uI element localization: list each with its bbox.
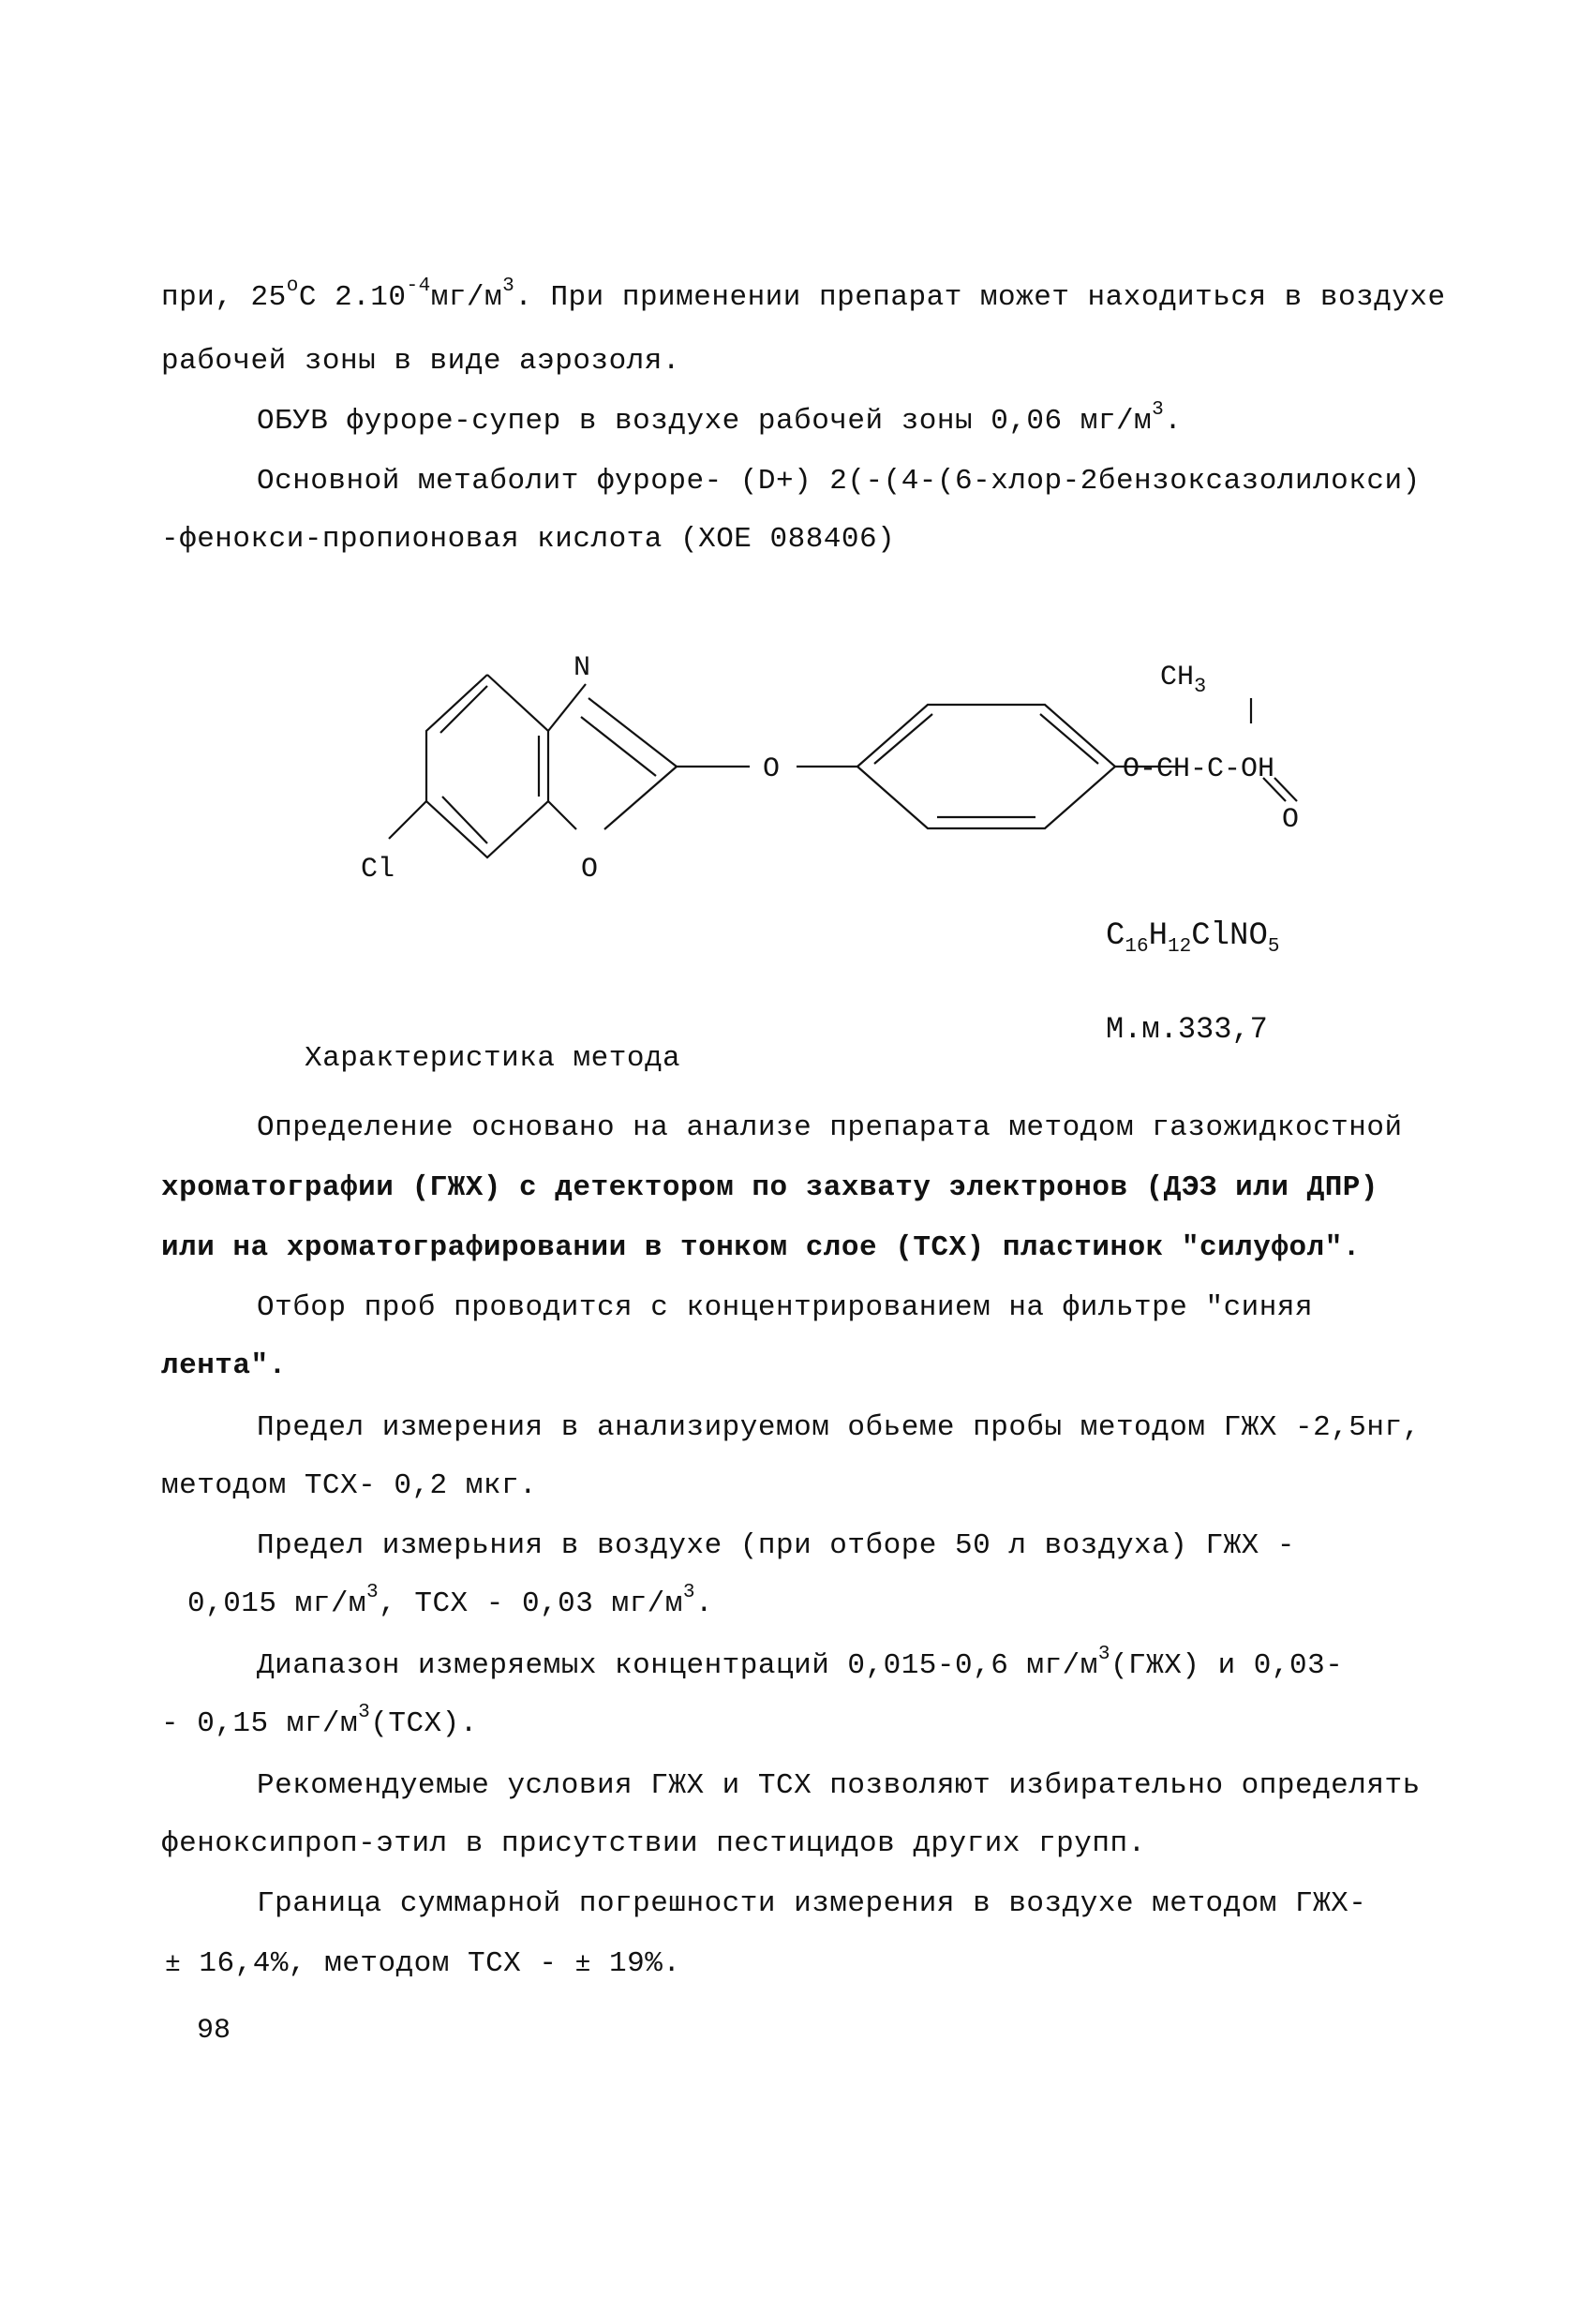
text-line-3	[257, 398, 1183, 438]
text-fragment: 0,015 мг/м	[187, 1587, 367, 1620]
chain-label: O-CH-C-OH	[1123, 753, 1275, 785]
atom-label: Cl	[361, 854, 395, 886]
text-fragment: H	[1148, 918, 1169, 954]
text-line-19: Граница суммарной погрешности измерения в воздухе методом ГЖХ-	[257, 1887, 1367, 1920]
section-heading: Характеристика метода	[305, 1042, 681, 1075]
double-bond	[581, 717, 656, 776]
text-line-14	[187, 1581, 714, 1620]
bond	[548, 801, 576, 829]
bond	[426, 675, 548, 857]
text-line-4: Основной метаболит фуроре- (D+) 2(-(4-(6-хлор-2бензоксазолилокси)	[257, 465, 1421, 498]
bond	[604, 767, 677, 829]
molecular-formula	[1106, 918, 1280, 958]
text-fragment: 16,4%, методом ТСХ -	[181, 1947, 575, 1980]
bond	[857, 705, 1115, 828]
text-fragment: при	[161, 281, 216, 314]
text-fragment: - 0,15 мг/м	[161, 1707, 359, 1740]
text-line-7: хроматографии (ГЖХ) с детектором по захвату электронов (ДЭЗ или ДПР)	[161, 1171, 1379, 1204]
text-line-1: при, $25^оС$ $2.10^{-4}мг/м^3$. При применении препарат может находиться в воздухе	[161, 275, 1446, 314]
exponent: -4	[406, 275, 431, 297]
bond	[548, 684, 586, 731]
text-fragment: Диапазон измеряемых концентраций 0,015-0,6 мг/м	[257, 1649, 1098, 1682]
atom-label: O	[1282, 804, 1300, 836]
text-line-18: феноксипроп-этил в присутствии пестицидов других групп.	[161, 1827, 1146, 1860]
exponent: 3	[1152, 398, 1165, 421]
double-bond	[1040, 714, 1098, 764]
degree-sign: о	[286, 275, 299, 297]
text-fragment: 19%.	[590, 1947, 681, 1980]
subscript: 16	[1125, 935, 1149, 958]
text-fragment: (ТСХ).	[370, 1707, 478, 1740]
molecular-weight: М.м.333,7	[1106, 1012, 1268, 1047]
text-line-13: Предел измерьния в воздухе (при отборе 50 л воздуха) ГЖХ -	[257, 1529, 1295, 1562]
text-line-10: лента".	[161, 1349, 287, 1382]
text-line-8: или на хроматографировании в тонком слое (ТСХ) пластинок "силуфол".	[161, 1231, 1361, 1264]
text-line-2: рабочей зоны в виде аэрозоля.	[161, 345, 680, 378]
atom-label: O	[581, 854, 599, 886]
exponent: 3	[366, 1581, 380, 1603]
exponent: 3	[682, 1581, 696, 1603]
subscript: 3	[1194, 675, 1207, 698]
text-fragment: (ГЖХ) и 0,03-	[1110, 1649, 1344, 1682]
text-line-5: -фенокси-пропионовая кислота (ХОЕ 088406)	[161, 523, 896, 556]
plus-minus: ±	[574, 1950, 591, 1979]
atom-label: O	[763, 753, 781, 785]
double-bond	[440, 686, 487, 733]
text-fragment: .	[1164, 405, 1183, 438]
text-line-11: Предел измерения в анализируемом обьеме пробы методом ГЖХ -2,5нг,	[257, 1411, 1421, 1444]
subscript: 5	[1267, 935, 1280, 958]
plus-minus: ±	[165, 1950, 182, 1979]
text-fragment: ОБУВ фуроре-супер в воздухе рабочей зоны 0,06 мг/м	[257, 405, 1153, 438]
text-fragment: 25	[250, 281, 287, 314]
text-line-9: Отбор проб проводится с концентрированием на фильтре "синяя	[257, 1291, 1314, 1324]
text-fragment: . При применении препарат может находиться в воздухе	[514, 281, 1446, 314]
text-fragment: CH	[1160, 662, 1195, 693]
text-fragment: мг/м	[430, 281, 503, 314]
subscript: 12	[1168, 935, 1192, 958]
structural-formula	[356, 628, 1340, 946]
text-fragment: ClNO	[1191, 918, 1268, 954]
text-line-6: Определение основано на анализе препарата методом газожидкостной	[257, 1111, 1403, 1144]
exponent: 3	[502, 275, 515, 297]
page-number: 98	[197, 2015, 231, 2047]
text-line-20	[165, 1947, 680, 1980]
bond	[389, 801, 426, 839]
text-fragment: , ТСХ - 0,03 мг/м	[379, 1587, 683, 1620]
exponent: 3	[358, 1701, 371, 1723]
text-line-17: Рекомендуемые условия ГЖХ и ТСХ позволяют избирательно определять	[257, 1769, 1421, 1802]
ch3-label	[1160, 662, 1206, 698]
text-line-12: методом ТСХ- 0,2 мкг.	[161, 1469, 538, 1502]
text-fragment: С 2.10	[298, 281, 407, 314]
text-line-15	[257, 1643, 1344, 1682]
bond	[1274, 778, 1297, 801]
atom-label: N	[574, 652, 591, 684]
text-fragment: .	[695, 1587, 714, 1620]
double-bond	[874, 714, 932, 764]
text-fragment: C	[1106, 918, 1125, 954]
text-line-16	[161, 1701, 478, 1740]
exponent: 3	[1097, 1643, 1110, 1665]
